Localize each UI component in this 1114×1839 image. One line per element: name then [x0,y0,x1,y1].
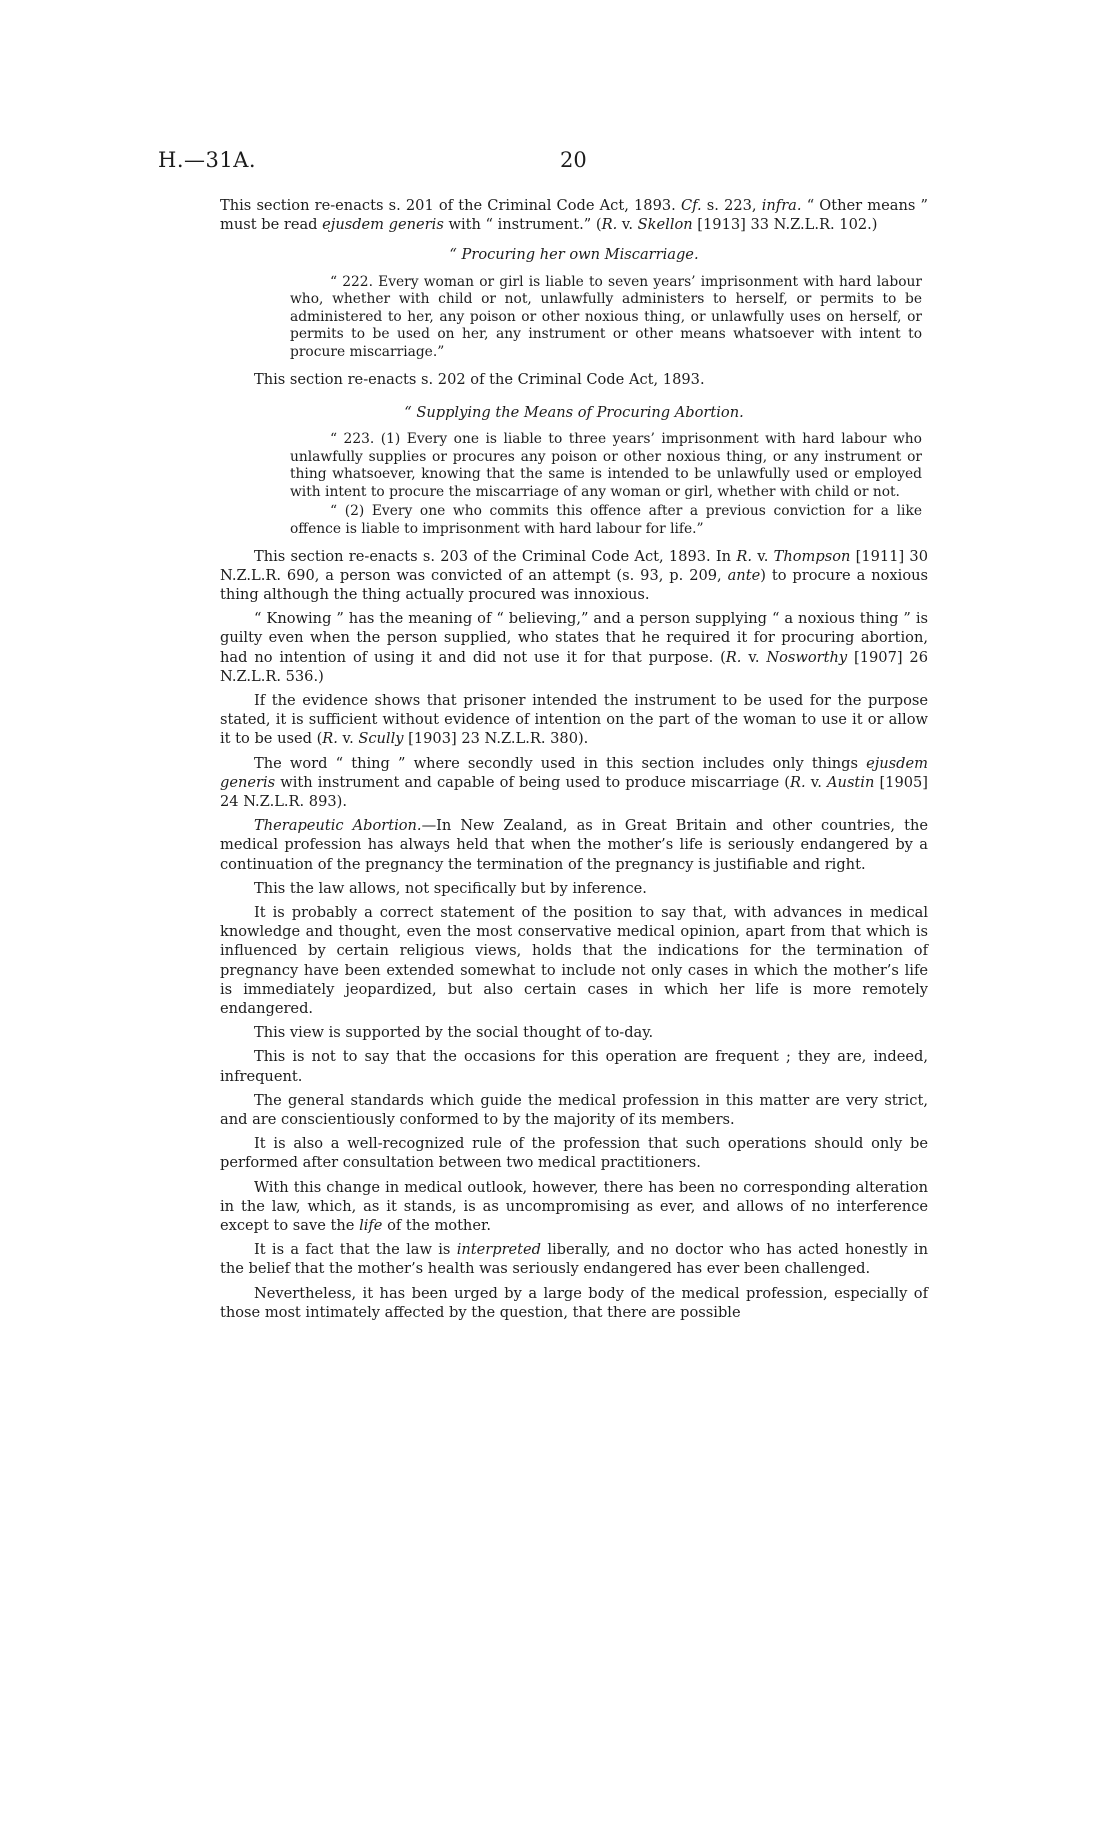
italic-run: ejusdem generis [322,216,444,234]
text-run: of the mother. [382,1217,491,1235]
italic-run: R. [725,648,742,666]
paragraph-not-frequent: This is not to say that the occasions for this operation are frequent ; they are, indeed, infrequent. [220,1048,928,1085]
paragraph-thompson [220,547,928,605]
paragraph-evidence [220,691,928,749]
section-heading-223: “ Supplying the Means of Procuring Abortion. [404,403,744,421]
text-run: v. [337,730,359,748]
quoted-section-222: “ 222. Every woman or girl is liable to seven years’ imprisonment with hard labour who, whether with child or not, unlawfully administers to herself, or permits to be administered to her, any poison or other noxious thing, or unlawfully uses on herself, or permits to be used on her, any instrument or other means whatsoever with intent to procure miscarriage.” [290,273,922,360]
paragraph-knowing [220,609,928,686]
italic-run: Scully [358,730,404,748]
italic-run: R. [601,216,618,234]
text-run: This section re-enacts s. 201 of the Criminal Code Act, 1893. [220,197,681,214]
text-run: with instrument and capable of being used to produce miscarriage ( [275,773,790,791]
quoted-section-223-1: “ 223. (1) Every one is liable to three years’ imprisonment with hard labour who unlawfully supplies or procures any poison or other noxious thing, or any instrument or thing whatsoever, knowing that the same is intended to be unlawfully used or employed with intent to procure the miscarriage of any woman or girl, whether with child or not. [290,430,922,500]
document-body [220,196,928,1327]
text-run: This section re-enacts s. 203 of the Criminal Code Act, 1893. In [254,547,737,565]
paragraph-change [220,1178,928,1236]
text-run: v. [617,216,638,234]
italic-run: ante [727,566,761,584]
quoted-section-223-2: “ (2) Every one who commits this offence after a previous conviction for a like offence is liable to imprisonment with hard labour for life.” [290,503,922,537]
text-run: s. 223, [701,197,762,214]
text-run: [1911] 30 N.Z.L.R. 690, a person was convicted of an attempt (s. 93, p. 209, [220,547,928,584]
italic-run: R. [789,773,806,791]
italic-run: Therapeutic Abortion. [254,817,422,835]
text-run: v. [741,648,767,666]
paragraph-fact [220,1240,928,1278]
italic-run: Cf. [680,197,702,214]
text-run: ) to procure a noxious thing although the thing actually procured was innoxious. [220,566,928,603]
text-run: liberally, and no doctor who has acted honestly in the belief that the mother’s health was seriously endangered has ever been challenged. [220,1241,928,1278]
italic-run: Austin [827,773,875,791]
paragraph-nevertheless: Nevertheless, it has been urged by a large body of the medical profession, especially of those most intimately affected by the question, that there are possible [220,1284,928,1321]
paragraph-therapeutic-abortion [220,816,928,874]
text-run: v. [805,773,827,791]
paragraph-standards: The general standards which guide the medical profession in this matter are very strict, and are conscientiously conformed to by the majority of its members. [220,1091,928,1129]
paragraph-view: This view is supported by the social thought of to-day. [254,1024,654,1042]
paragraph-law-allows: This the law allows, not specifically but by inference. [254,879,647,897]
italic-run: R. [322,730,338,748]
document-reference: H.—31A. [158,148,257,172]
paragraph-s202-note: This section re-enacts s. 202 of the Criminal Code Act, 1893. [254,370,705,388]
italic-run: infra. [761,197,802,214]
text-run: [1905] 24 N.Z.L.R. 893). [220,773,928,810]
paragraph-s201-note [220,196,928,234]
text-run: If the evidence shows that prisoner intended the instrument to be used for the purpose stated, it is sufficient without evidence of intention on the part of the woman to use it or allow it to be used ( [220,691,928,748]
text-run: with “ instrument.” ( [443,216,602,234]
italic-run: interpreted [456,1241,542,1259]
text-run: v. [751,547,774,565]
section-heading-222: “ Procuring her own Miscarriage. [449,246,699,264]
paragraph-probably: It is probably a correct statement of the position to say that, with advances in medical knowledge and thought, even the most conservative medical opinion, apart from that which is influenced by certain religious views, holds that the indications for the termination of pregnancy have been extended somewhat to include not only cases in which the mother’s life is immediately jeopardized, but also certain cases in which her life is more remotely endangered. [220,904,928,1018]
italic-run: life [359,1217,383,1235]
page-number: 20 [560,148,587,172]
text-run: With this change in medical outlook, however, there has been no corresponding alteration in the law, which, as it stands, is as uncompromising as ever, and allows of no interference except to save the [220,1178,928,1235]
text-run: It is a fact that the law is [254,1241,457,1259]
paragraph-thing [220,754,928,812]
italic-run: Nosworthy [766,648,848,666]
text-run: “ Other means ” must be read [220,197,928,234]
italic-run: R. [736,547,752,565]
text-run: The word “ thing ” where secondly used in this section includes only things [254,754,867,772]
text-run: [1913] 33 N.Z.L.R. 102.) [692,216,878,234]
text-run: “ Knowing ” has the meaning of “ believing,” and a person supplying “ a noxious thing ” is guilty even when the person supplied, who states that he required it for procuring abortion, had no intention of using it and did not use it for that purpose. ( [220,610,928,666]
text-run: [1907] 26 N.Z.L.R. 536.) [220,648,929,685]
text-run: [1903] 23 N.Z.L.R. 380). [403,730,589,748]
italic-run: Skellon [637,216,693,234]
text-run: —In New Zealand, as in Great Britain and other countries, the medical profession has always held that when the mother’s life is seriously endangered by a continuation of the pregnancy the termination of the pregnancy is justifiable and right. [220,817,928,873]
paragraph-rule: It is also a well-recognized rule of the profession that such operations should only be performed after consultation between two medical practitioners. [220,1135,928,1172]
italic-run: Thompson [773,547,851,565]
italic-run: ejusdem generis [220,754,928,791]
